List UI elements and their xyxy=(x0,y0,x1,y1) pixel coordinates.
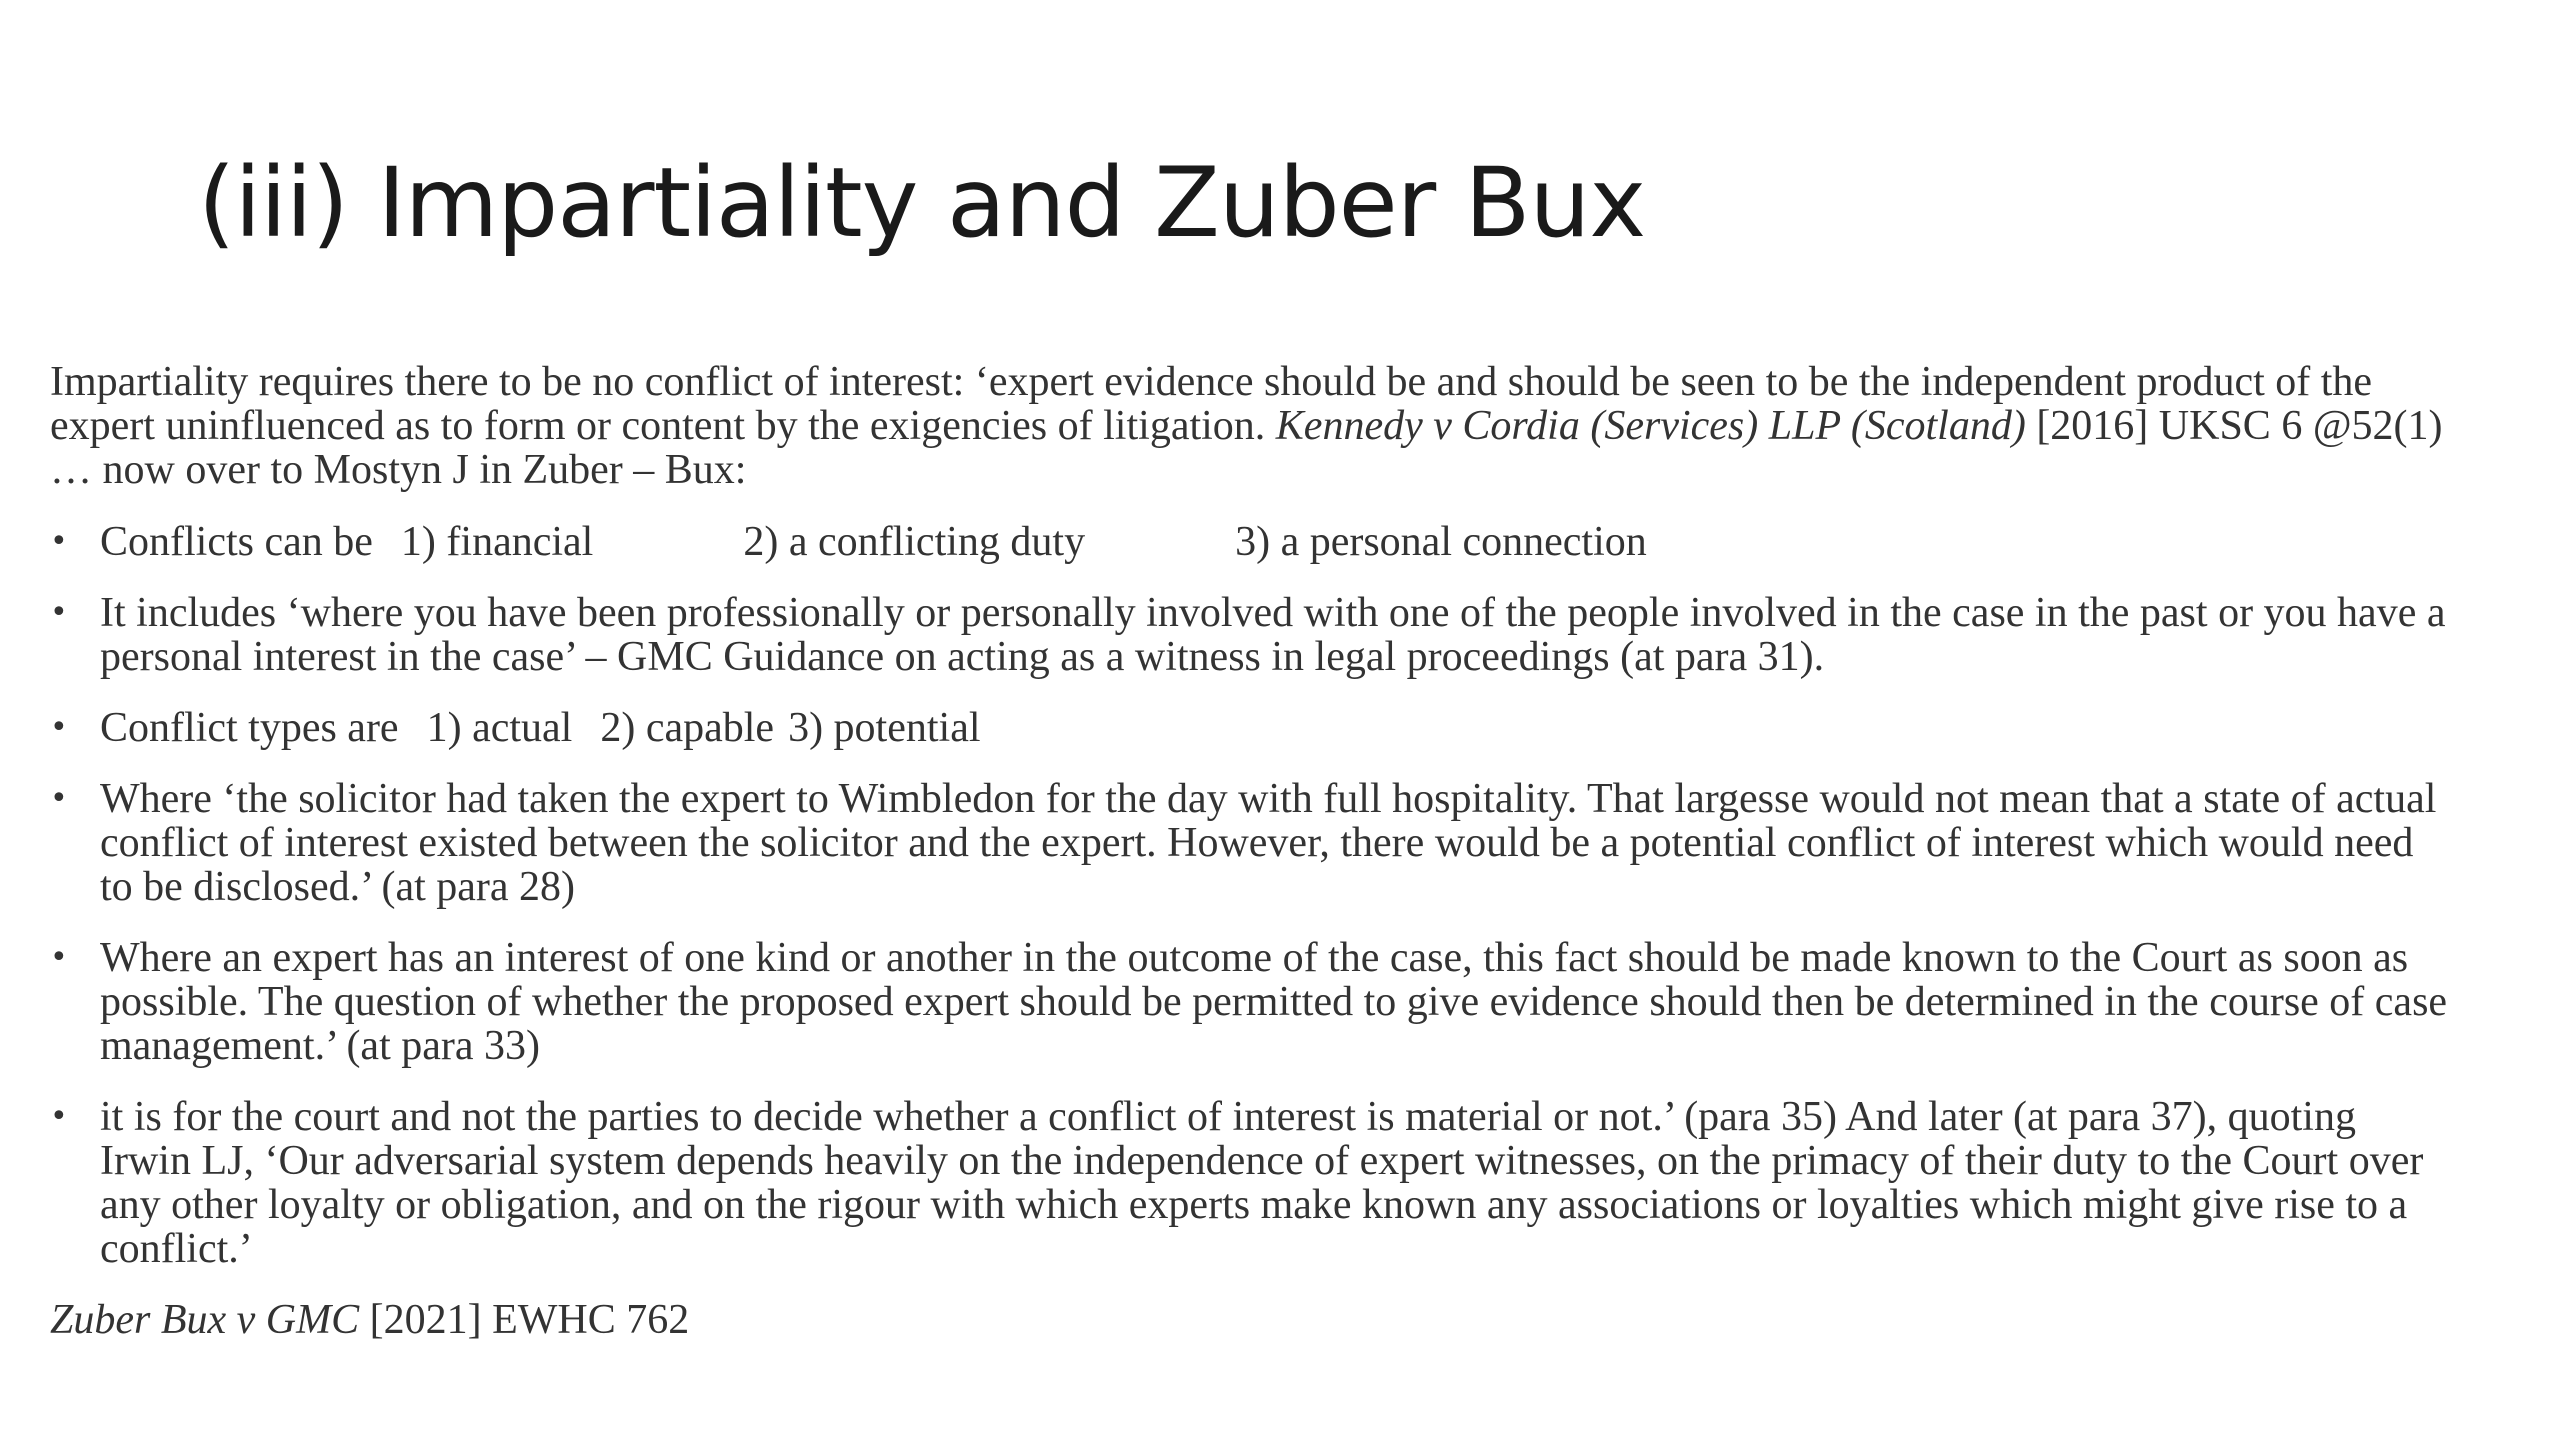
bullet-list xyxy=(50,520,2450,1271)
bullet-includes xyxy=(50,591,2450,679)
conflicts-lead: Conflicts can be xyxy=(100,519,373,565)
bullet-icon: • xyxy=(50,595,68,630)
types-item-3: 3) potential xyxy=(788,705,981,751)
types-lead: Conflict types are xyxy=(100,705,399,751)
bullet-icon: • xyxy=(50,940,68,975)
slide-body xyxy=(50,360,2450,1342)
bullet-types xyxy=(50,706,2450,750)
conflicts-item-1: 1) financial xyxy=(400,519,594,565)
interest-text: Where an expert has an interest of one kind or another in the outcome of the case, this fact should be made known to the Court as soon as possible. The question of whether the proposed expert should be permitted to give evidence should then be determined in the course of case management.’ (at para 33) xyxy=(100,935,2448,1069)
bullet-icon: • xyxy=(50,524,68,559)
wimbledon-text: Where ‘the solicitor had taken the expert to Wimbledon for the day with full hospitality. That largesse would not mean that a state of actual conflict of interest existed between the solicitor and the expert. However, there would be a potential conflict of interest which would need to be disclosed.’ (at para 28) xyxy=(100,776,2437,910)
case-citation xyxy=(50,1298,2450,1342)
conflicts-item-2: 2) a conflicting duty xyxy=(743,519,1086,565)
citation-case-name: Zuber Bux v GMC xyxy=(50,1297,360,1343)
conflicts-item-3: 3) a personal connection xyxy=(1235,519,1647,565)
types-item-1: 1) actual xyxy=(426,705,573,751)
intro-text: Impartiality requires there to be no conflict of interest: ‘expert evidence should be and should be seen to be the independent product of the expert uninfluenced as to form or content by the exigencies of litigation. xyxy=(50,359,2373,449)
intro-paragraph xyxy=(50,360,2450,492)
intro-case-name: Kennedy v Cordia (Services) LLP (Scotland) xyxy=(1275,403,2026,449)
intro-case-rest: [2016] UKSC 6 @52(1) … now over to Mostyn J in Zuber – Bux: xyxy=(50,403,2443,493)
bullet-interest xyxy=(50,936,2450,1068)
bullet-icon: • xyxy=(50,710,68,745)
citation-reference: [2021] EWHC 762 xyxy=(369,1297,690,1343)
bullet-court xyxy=(50,1095,2450,1271)
bullet-icon: • xyxy=(50,781,68,816)
slide-title: (iii) Impartiality and Zuber Bux xyxy=(198,147,1646,259)
includes-text: It includes ‘where you have been professionally or personally involved with one of the people involved in the case in the past or you have a personal interest in the case’ – GMC Guidance on acting as a witness in legal proceedings (at para 31). xyxy=(100,590,2446,680)
bullet-wimbledon xyxy=(50,777,2450,909)
court-text: it is for the court and not the parties to decide whether a conflict of interest is material or not.’ (para 35) And later (at para 37), quoting Irwin LJ, ‘Our adversarial system depends heavily on the independence of expert witnesses, on the primacy of their duty to the Court over any other loyalty or obligation, and on the rigour with which experts make known any associations or loyalties which might give rise to a conflict.’ xyxy=(100,1094,2424,1272)
types-item-2: 2) capable xyxy=(600,705,775,751)
bullet-icon: • xyxy=(50,1099,68,1134)
bullet-conflicts xyxy=(50,520,2450,564)
